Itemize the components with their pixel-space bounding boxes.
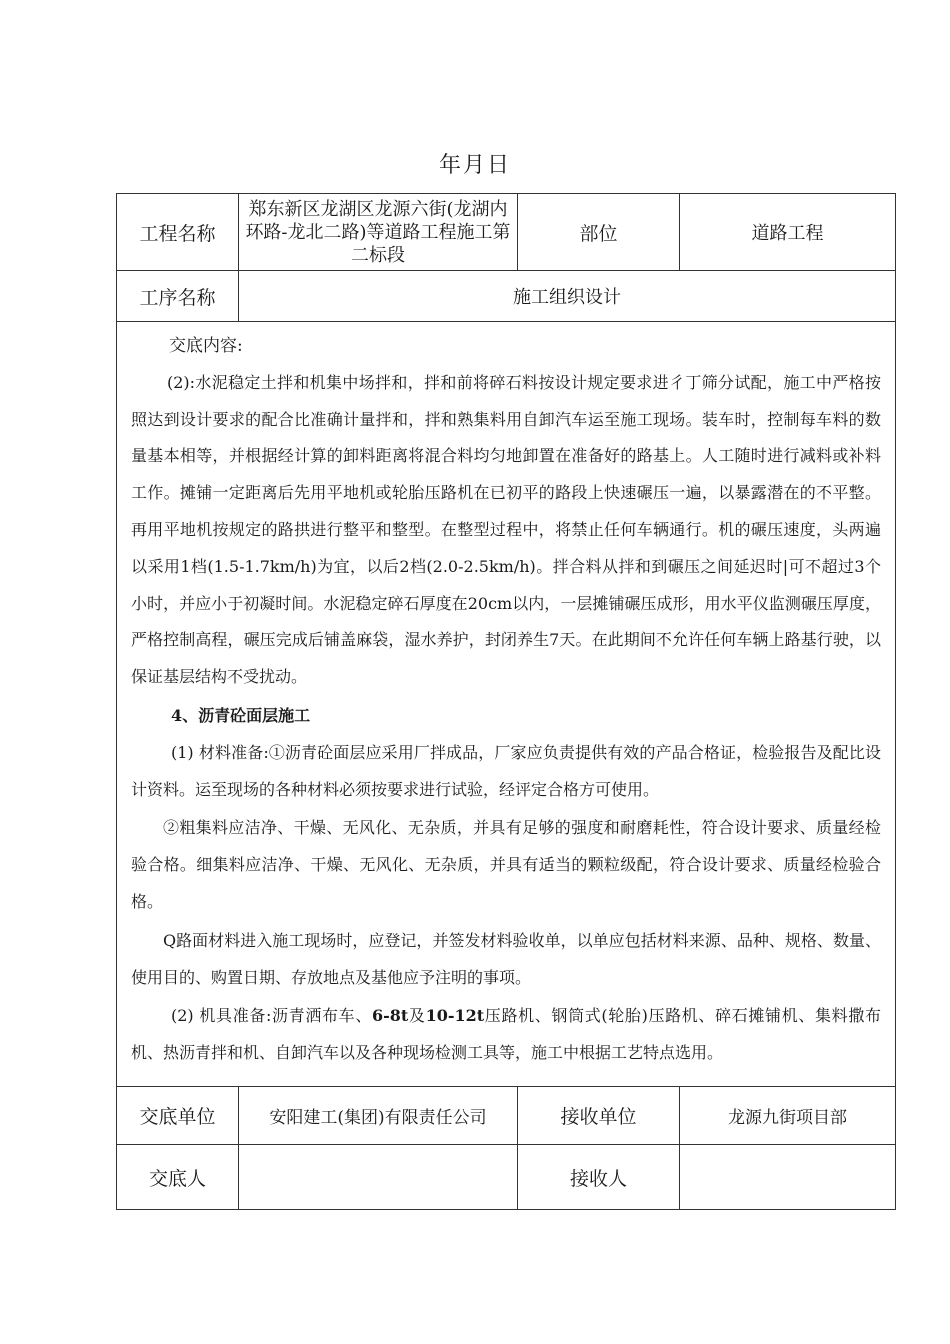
date-title: 年月日 (438, 153, 511, 178)
equipment-tonnage-2: 10-12t (425, 1006, 485, 1026)
receiver-unit-value: 龙源九街项目部 (680, 1087, 896, 1145)
equipment-text-a: (2) 机具准备:沥青洒布车、 (171, 1006, 372, 1026)
equipment-tonnage-1: 6-8t (371, 1006, 409, 1026)
project-row (117, 194, 896, 271)
receiver-unit-label: 接收单位 (518, 1087, 680, 1145)
issuer-unit-label: 交底单位 (117, 1087, 239, 1145)
content-para-cement: (2):水泥稳定土拌和机集中场拌和，拌和前将碎石料按设计规定要求进彳丁筛分试配，施工中严格按照达到设计要求的配合比准确计量拌和，拌和熟集料用自卸汽车运至施工现场。装车时，控制每车料的数量基本相等，并根据经计算的卸料距离将混合料均匀地卸置在准备好的路基上。人工随时进行减料或补料工作。摊铺一定距离后先用平地机或轮胎压路机在已初平的路段上快速碾压一遍，以暴露潜在的不平整。再用平地机按规定的路拱进行整平和整型。在整型过程中，将禁止任何车辆通行。机的碾压速度，头两遍以采用1档(1.5-1.7km/h)为宜，以后2档(2.0-2.5km/h)。拌合料从拌和到碾压之间延迟时|可不超过3个小时，并应小于初凝时间。水泥稳定碎石厚度在20cm以内，一层摊铺碾压成形，用水平仪监测碾压厚度，严格控制高程，碾压完成后铺盖麻袋，湿水养护，封闭养生7天。在此期间不允许任何车辆上路基行驶，以保证基层结构不受扰动。 (131, 372, 881, 687)
equipment-text-c: 及 (408, 1006, 426, 1026)
process-row (117, 271, 896, 322)
project-label: 工程名称 (117, 194, 239, 271)
content-intro: 交底内容: (169, 336, 243, 356)
content-para-registration: Q路面材料进入施工现场时，应登记，并签发材料验收单，以单应包括材料来源、品种、规格、数量、使用目的、购置日期、存放地点及基他应予注明的事项。 (131, 930, 881, 987)
issuer-person-value (239, 1145, 518, 1210)
content-para-aggregate: ②粗集料应洁净、干燥、无风化、无杂质，并具有足够的强度和耐磨耗性，符合设计要求、质量经检验合格。细集料应洁净、干燥、无风化、无杂质，并具有适当的颗粒级配，符合设计要求、质量经检验合格。 (131, 818, 881, 911)
content-para-materials: (1) 材料准备:①沥青砼面层应采用厂拌成品，厂家应负责提供有效的产品合格证，检验报告及配比设计资料。运至现场的各种材料必须按要求进行试验，经评定合格方可使用。 (131, 742, 881, 799)
part-label: 部位 (518, 194, 680, 271)
receiver-person-value (680, 1145, 896, 1210)
equipment-text-d: 压路机、钢筒式(轮胎)压路机、碎石摊铺机、集料撒布机、热沥青拌和机、自卸汽车以及各种现场检测工具等，施工中根据工艺特点选用。 (131, 1006, 881, 1063)
receiver-person-label: 接收人 (518, 1145, 680, 1210)
process-label: 工序名称 (117, 271, 239, 322)
content-para-equipment (131, 998, 881, 1072)
disclosure-content (117, 322, 896, 1087)
issuer-unit-value: 安阳建工(集团)有限责任公司 (239, 1087, 518, 1145)
unit-row (117, 1087, 896, 1145)
disclosure-form (116, 193, 896, 1210)
process-value: 施工组织设计 (239, 271, 896, 322)
content-heading-asphalt: 4、沥青砼面层施工 (171, 705, 311, 725)
person-row (117, 1145, 896, 1210)
content-row (117, 322, 896, 1087)
project-value: 郑东新区龙湖区龙源六街(龙湖内环路-龙北二路)等道路工程施工第二标段 (239, 194, 518, 271)
issuer-person-label: 交底人 (117, 1145, 239, 1210)
part-value: 道路工程 (680, 194, 896, 271)
